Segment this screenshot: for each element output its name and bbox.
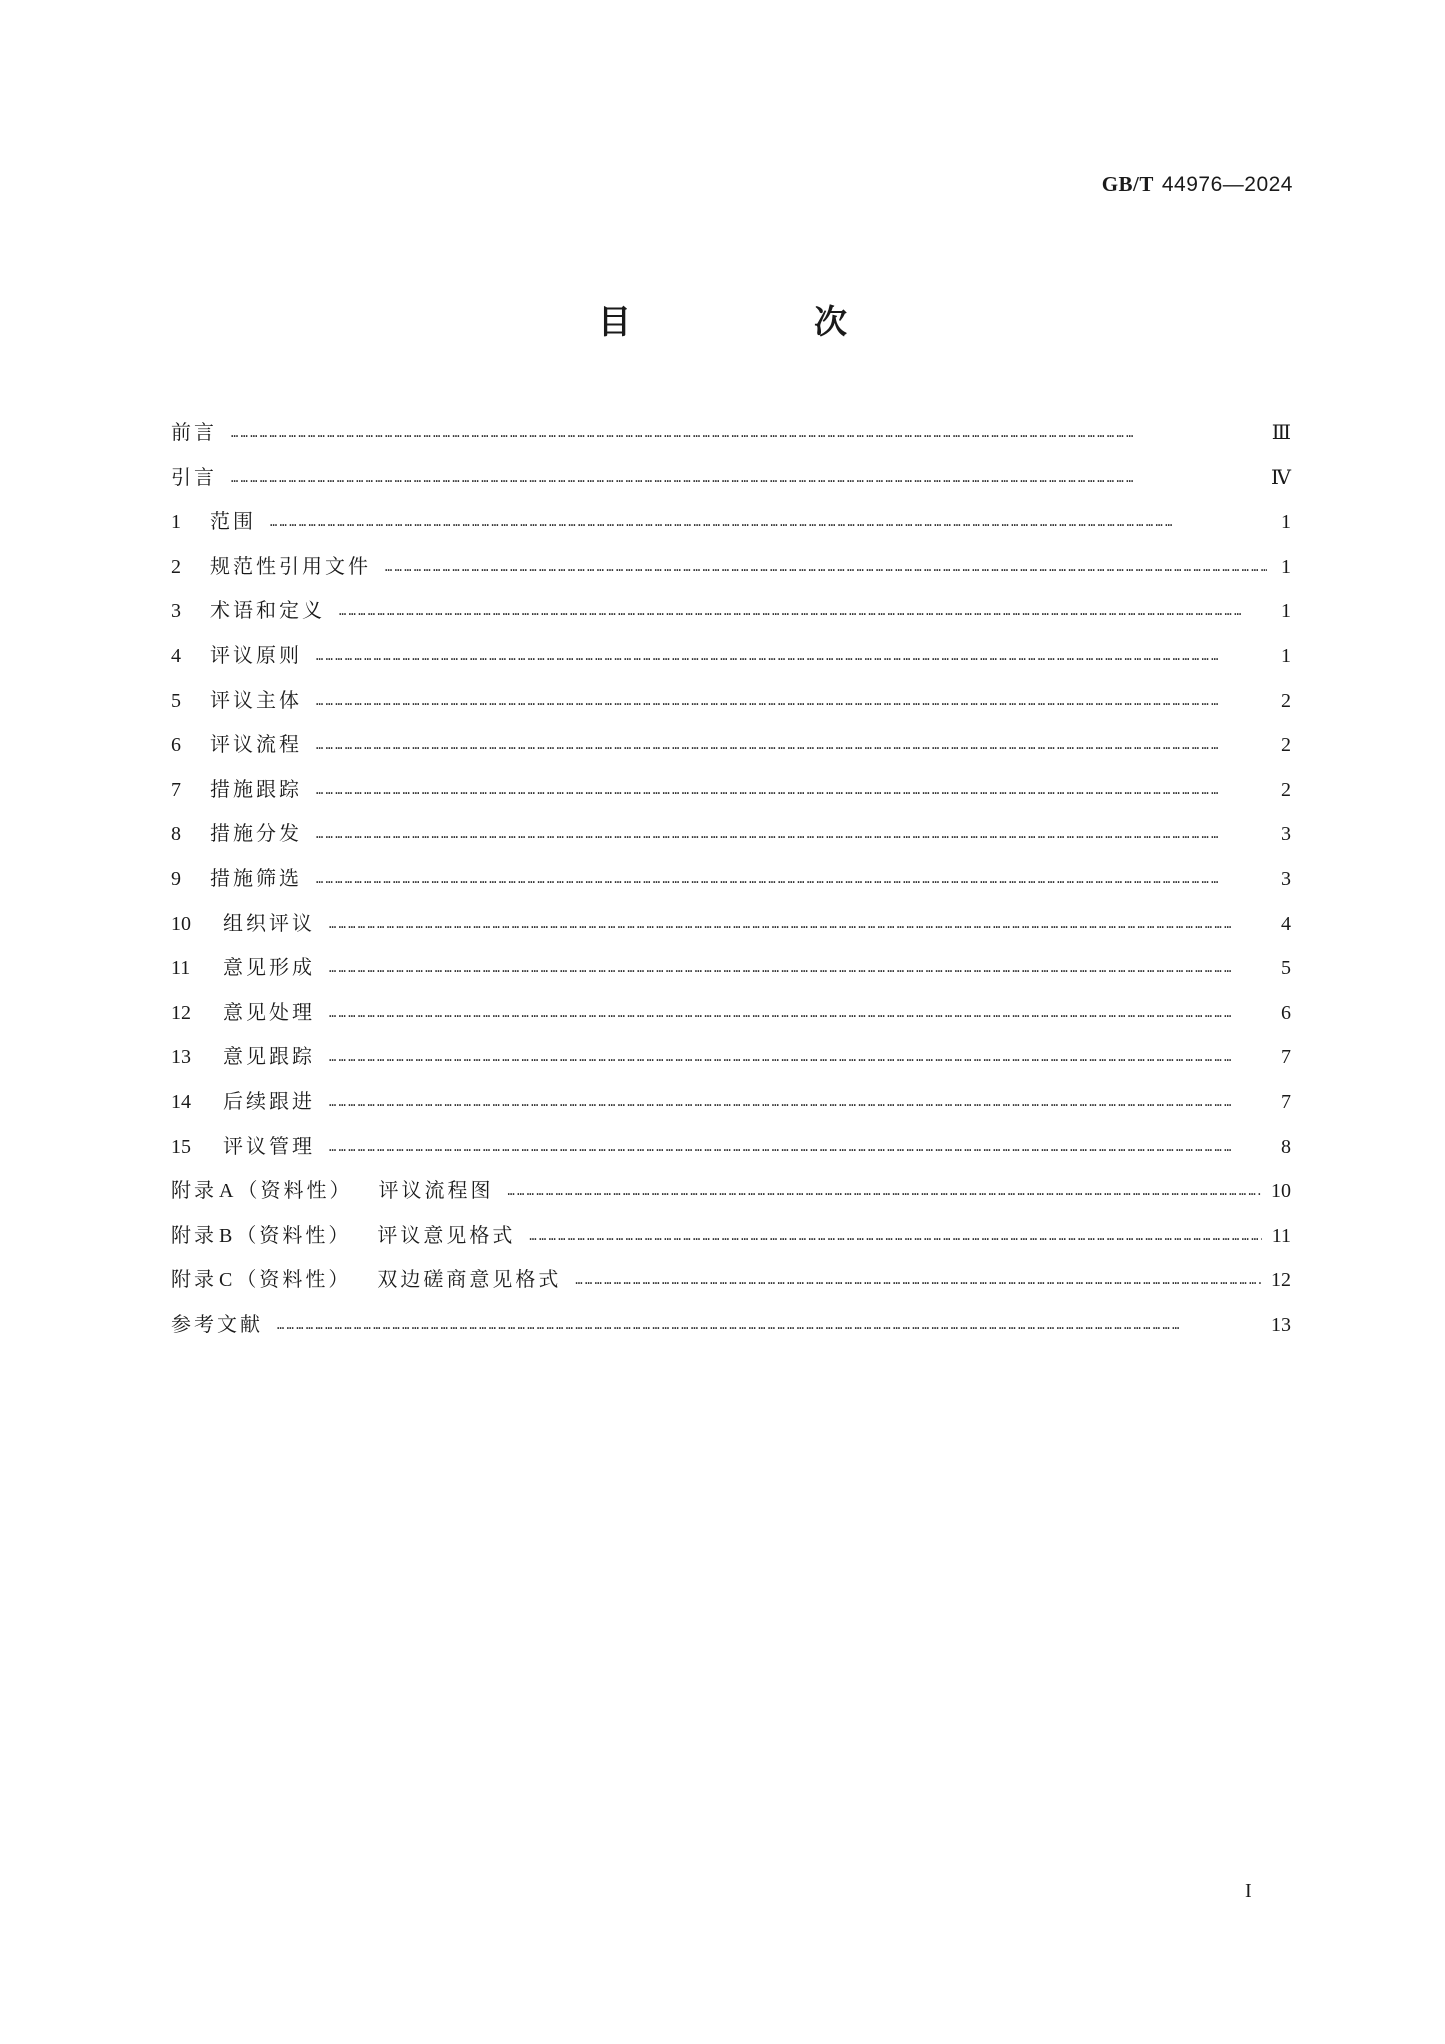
toc-entry-label: 组织评议 (223, 910, 315, 935)
toc-entry-number: 9 (171, 867, 181, 890)
toc-leader-dots (270, 500, 1267, 545)
toc-entry-label: 措施筛选 (210, 865, 302, 890)
toc-entry-label: 评议管理 (223, 1133, 315, 1158)
toc-entry-appendix-b[interactable] (171, 1213, 1291, 1258)
standard-number: 44976—2024 (1161, 173, 1293, 196)
toc-entry-label: 意见形成 (223, 955, 315, 980)
toc-page-number: 1 (1281, 511, 1291, 534)
toc-leader-dots (507, 1169, 1261, 1214)
toc-leader-dots (231, 456, 1261, 501)
toc-page-number: Ⅲ (1271, 422, 1291, 444)
toc-leader-dots (231, 411, 1262, 456)
toc-page-number: 1 (1281, 555, 1291, 578)
toc-page-number: 5 (1281, 957, 1291, 980)
toc-leader-dots (529, 1214, 1261, 1259)
toc-leader-dots (575, 1258, 1261, 1303)
toc-entry-appendix-a[interactable] (171, 1168, 1291, 1213)
toc-page-number: 2 (1281, 734, 1291, 757)
toc-leader-dots (316, 857, 1267, 902)
toc-entry-number: 5 (171, 689, 181, 712)
toc-page-number: 8 (1281, 1135, 1291, 1158)
toc-page-number: 6 (1281, 1001, 1291, 1024)
toc-leader-dots (316, 723, 1267, 768)
toc-page-number: 1 (1281, 600, 1291, 623)
toc-entry-number: 8 (171, 823, 181, 846)
toc-entry-12[interactable] (171, 990, 1291, 1035)
toc-leader-dots (385, 545, 1267, 590)
toc-entry-number: 10 (171, 912, 191, 935)
toc-appendix-type: （资料性） (236, 1267, 352, 1292)
toc-entry-2[interactable] (171, 544, 1291, 589)
toc-leader-dots (329, 946, 1267, 991)
toc-entry-3[interactable] (171, 588, 1291, 633)
toc-entry-number: 6 (171, 734, 181, 757)
toc-entry-number: 1 (171, 511, 181, 534)
toc-page-number: 3 (1281, 867, 1291, 890)
toc-entry-label: 范围 (210, 509, 256, 534)
toc-leader-dots (329, 1125, 1267, 1170)
toc-entry-11[interactable] (171, 945, 1291, 990)
toc-appendix-title: 评议流程图 (378, 1178, 494, 1203)
toc-page-number: 12 (1271, 1269, 1291, 1292)
toc-appendix-letter: A (219, 1180, 234, 1203)
toc-entry-number: 14 (171, 1090, 191, 1113)
toc-entry-appendix-c[interactable] (171, 1257, 1291, 1302)
toc-entry-label: 意见跟踪 (223, 1044, 315, 1069)
toc-leader-dots (316, 812, 1267, 857)
toc-page-number: 2 (1281, 778, 1291, 801)
toc-entry-number: 15 (171, 1135, 191, 1158)
toc-appendix-prefix: 附录 (171, 1178, 217, 1203)
toc-entry-number: 12 (171, 1001, 191, 1024)
toc-entry-label: 引言 (171, 464, 217, 489)
table-of-contents (171, 410, 1291, 1346)
toc-entry-7[interactable] (171, 767, 1291, 812)
toc-appendix-letter: B (219, 1224, 233, 1247)
toc-entry-references[interactable] (171, 1302, 1291, 1347)
toc-entry-number: 2 (171, 555, 181, 578)
toc-leader-dots (316, 679, 1267, 724)
standard-prefix: GB/T (1101, 172, 1154, 196)
toc-entry-label: 参考文献 (171, 1311, 263, 1336)
toc-page-number: 7 (1281, 1046, 1291, 1069)
toc-entry-number: 13 (171, 1046, 191, 1069)
toc-entry-foreword[interactable] (171, 410, 1291, 455)
page-number: I (1245, 1880, 1252, 1902)
toc-page-number: Ⅳ (1271, 466, 1291, 489)
toc-entry-introduction[interactable] (171, 455, 1291, 500)
toc-entry-label: 后续跟进 (223, 1088, 315, 1113)
toc-leader-dots (277, 1303, 1261, 1348)
toc-entry-label: 评议主体 (210, 687, 302, 712)
toc-leader-dots (329, 1080, 1267, 1125)
toc-leader-dots (316, 634, 1267, 679)
toc-entry-4[interactable] (171, 633, 1291, 678)
toc-page-number: 3 (1281, 823, 1291, 846)
toc-page-number: 13 (1271, 1313, 1291, 1336)
toc-entry-number: 4 (171, 644, 181, 667)
toc-appendix-label (171, 1257, 351, 1303)
toc-entry-1[interactable] (171, 499, 1291, 544)
toc-page-number: 10 (1271, 1180, 1291, 1203)
toc-entry-label: 措施跟踪 (210, 776, 302, 801)
toc-entry-label: 规范性引用文件 (210, 553, 371, 578)
standard-code (1102, 172, 1293, 197)
toc-entry-13[interactable] (171, 1034, 1291, 1079)
toc-leader-dots (329, 902, 1267, 947)
toc-page-number: 11 (1271, 1224, 1291, 1247)
toc-appendix-title: 双边磋商意见格式 (377, 1267, 562, 1292)
toc-entry-label: 措施分发 (210, 821, 302, 846)
toc-entry-9[interactable] (171, 856, 1291, 901)
toc-entry-number: 11 (171, 957, 191, 980)
toc-leader-dots (329, 991, 1267, 1036)
toc-appendix-prefix: 附录 (171, 1222, 217, 1247)
toc-entry-14[interactable] (171, 1079, 1291, 1124)
toc-entry-label: 意见处理 (223, 999, 315, 1024)
toc-entry-6[interactable] (171, 722, 1291, 767)
toc-entry-label: 前言 (171, 420, 217, 444)
toc-entry-number: 7 (171, 778, 181, 801)
toc-leader-dots (316, 768, 1267, 813)
toc-entry-label: 术语和定义 (210, 598, 325, 623)
toc-leader-dots (329, 1035, 1267, 1080)
toc-entry-5[interactable] (171, 678, 1291, 723)
toc-entry-label: 评议流程 (210, 732, 302, 757)
toc-appendix-title: 评议意见格式 (377, 1222, 516, 1247)
toc-appendix-type: （资料性） (237, 1178, 353, 1203)
toc-page-number: 7 (1281, 1090, 1291, 1113)
toc-appendix-label (171, 1213, 351, 1259)
toc-page-number: 1 (1281, 644, 1291, 667)
toc-entry-15[interactable] (171, 1124, 1291, 1169)
toc-entry-label: 评议原则 (210, 642, 302, 667)
toc-appendix-label (171, 1168, 352, 1214)
toc-page-number: 2 (1281, 689, 1291, 712)
toc-leader-dots (339, 589, 1267, 634)
toc-appendix-letter: C (219, 1269, 233, 1292)
toc-appendix-type: （资料性） (236, 1222, 352, 1247)
toc-entry-10[interactable] (171, 901, 1291, 946)
toc-entry-8[interactable] (171, 811, 1291, 856)
toc-appendix-prefix: 附录 (171, 1267, 217, 1292)
toc-entry-number: 3 (171, 600, 181, 623)
page-title: 目 次 (598, 302, 922, 341)
toc-page-number: 4 (1281, 912, 1291, 935)
